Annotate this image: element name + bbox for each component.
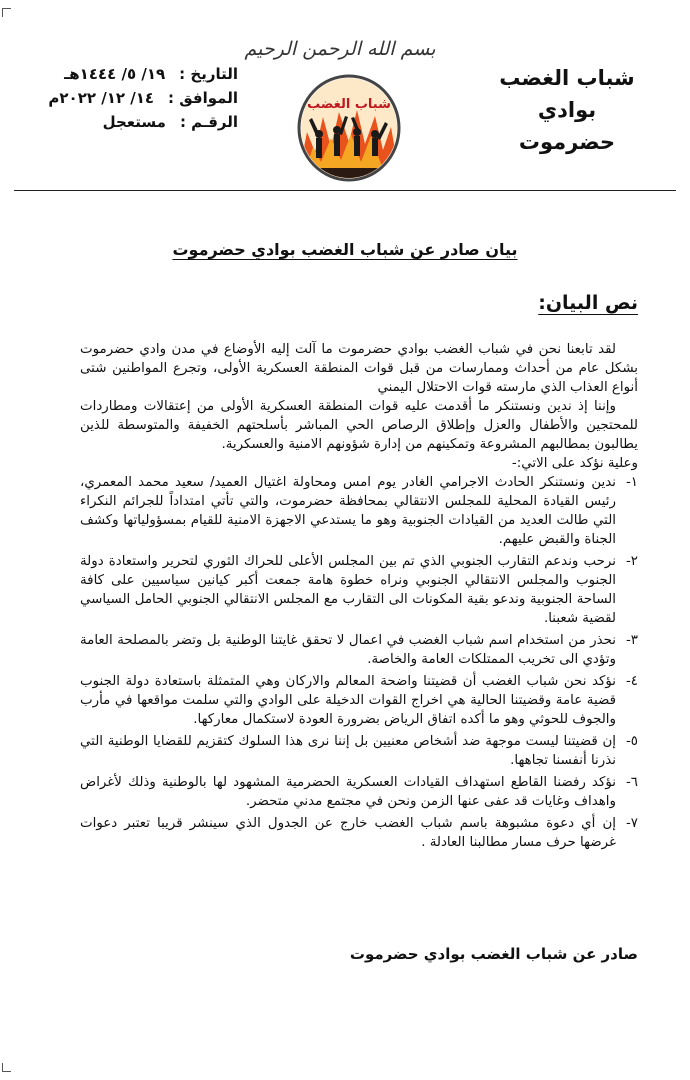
date-row [28, 62, 238, 86]
date-label: التاريخ : [179, 65, 238, 83]
corresponding-date-value: ١٤/ ١٢/ ٢٠٢٢م [48, 89, 155, 107]
item-text: إن أي دعوة مشبوهة باسم شباب الغضب خارج عن الجدول الذي سينشر قريبا تعتبر دعوات غرضها حرف مسار مطالبنا العادلة . [80, 816, 616, 850]
statement-title: بيان صادر عن شباب الغضب بوادي حضرموت [172, 240, 518, 259]
item-number: ٣- [625, 633, 638, 648]
item-text: نحذر من استخدام اسم شباب الغضب في اعمال لا تحقق غايتنا الوطنية بل وتضر بالمصلحة العامة وتؤدي الى تخريب الممتلكات العامة والخاصة. [80, 633, 616, 667]
points-lead: وعلية نؤكد على الاتي:- [511, 456, 638, 471]
page-corner-mark [2, 1063, 11, 1072]
list-item [80, 672, 638, 729]
reference-label: الرقـم : [179, 113, 238, 131]
corresponding-date-row [28, 86, 238, 110]
item-text: نؤكد نحن شباب الغضب أن قضيتنا واضحة المعالم والاركان وهي المتمثلة باستعادة دولة الجنوب قضية عامة وقضيتنا الحالية هي اخراج القوات الدخيلة على الوادي والتي سلمت مواقعها في مأرب والجوف للحوثي وهو ما أكده اتفاق الرياض بضرورة العودة لاستكمال معاركها. [80, 674, 616, 727]
list-item [80, 631, 638, 669]
paragraph: لقد تابعنا نحن في شباب الغضب بوادي حضرموت ما آلت إليه الأوضاع في مدن وادي حضرموت بشكل عام من أحداث وممارسات من قبل قوات المنطقة العسكرية الأولى، وتجرع المواطنين شتى أنواع العذاب الذي مارسته قوات الاحتلال اليمني [80, 342, 638, 395]
document-meta [28, 62, 238, 134]
item-text: إن قضيتنا ليست موجهة ضد أشخاص معنيين بل إننا نرى هذا السلوك كتقزيم للقضايا الوطنية التي نذرنا أنفسنا تجاهها. [80, 734, 616, 768]
organization-name [492, 62, 642, 158]
header-divider [14, 190, 676, 191]
statement-subtitle: نص البيان: [538, 292, 638, 314]
item-number: ١- [625, 475, 638, 490]
reference-row [28, 110, 238, 134]
item-text: نرحب وندعم التقارب الجنوبي الذي تم بين المجلس الأعلى للحراك الثوري لتحرير واستعادة دولة الجنوب والمجلس الانتقالي الجنوبي ونراه خطوة هامة جمعت أكبر كيانين سياسيين على كافة الساحة الجنوبية وندعو بقية المكونات الى التقارب مع المجلس الانتقالي الجنوبي الحامل السياسي لقضية شعبنا. [80, 554, 616, 626]
item-text: ندين ونستنكر الحادث الاجرامي الغادر يوم امس ومحاولة اغتيال العميد/ سعيد محمد المعمري، رئيس القيادة المحلية للمجلس الانتقالي بمحافظة حضرموت، والتي تأتي امتداداً للجرائم النكراء التي طالت العديد من القيادات الجنوبية وهو ما يستدعي الاجهزة الامنية للقيام بمسؤولياتها وكشف الجناة والقبض عليهم. [80, 475, 616, 547]
item-number: ٢- [625, 554, 638, 569]
item-number: ٦- [625, 775, 638, 790]
list-item [80, 732, 638, 770]
item-number: ٤- [625, 674, 638, 689]
paragraph: وإننا إذ ندين ونستنكر ما أقدمت عليه قوات المنطقة العسكرية الأولى من إعتقالات ومطاردات للمحتجين والأطفال والعزل وإطلاق الرصاص الحي المباشر بأسلحتهم الخفيفة والمتوسطة للذين يطالبون بمطالبهم المشروعة وتمكينهم من إدارة شؤونهم الامنية والعسكرية. [80, 399, 638, 452]
org-line-2: بوادي حضرموت [518, 98, 616, 154]
list-item [80, 473, 638, 549]
item-number: ٧- [625, 816, 638, 831]
page-corner-mark [2, 8, 11, 17]
basmala-calligraphy: بسم الله الرحمن الرحيم [244, 38, 436, 60]
org-line-1: شباب الغضب [499, 66, 635, 90]
date-value: ١٩/ ٥/ ١٤٤٤هـ [64, 65, 166, 83]
item-number: ٥- [625, 734, 638, 749]
statement-signature: صادر عن شباب الغضب بوادي حضرموت [349, 945, 638, 963]
organization-logo [287, 72, 411, 184]
item-text: نؤكد رفضنا القاطع استهداف القيادات العسكرية الحضرمية المشهود لها بالوطنية وذلك لأغراض واهداف وغايات قد عفى عنها الزمن ونحن في مجتمع مدني متحضر. [80, 775, 616, 809]
reference-value: مستعجل [102, 113, 166, 131]
list-item [80, 814, 638, 852]
logo-text: شباب الغضب [307, 97, 391, 112]
points-list [80, 473, 638, 852]
list-item [80, 552, 638, 628]
list-item [80, 773, 638, 811]
statement-title-wrap [0, 240, 690, 259]
statement-body [80, 340, 638, 855]
corresponding-date-label: الموافق : [168, 89, 238, 107]
